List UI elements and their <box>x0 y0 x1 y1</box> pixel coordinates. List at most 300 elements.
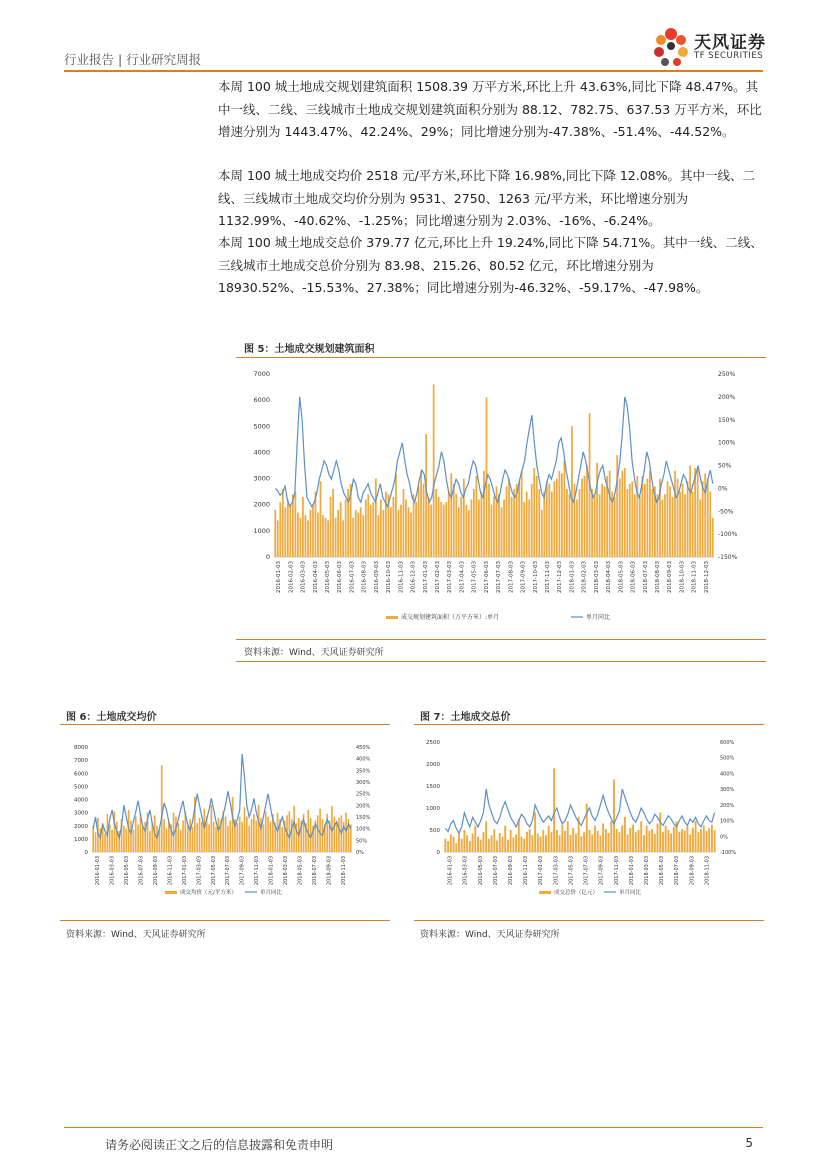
data-bar <box>466 835 468 852</box>
data-bar <box>491 505 493 557</box>
y-right-tick-label: 300% <box>356 780 371 786</box>
data-bar <box>684 494 686 557</box>
x-tick-label: 2017-01-03 <box>538 856 545 886</box>
data-bar <box>662 832 664 852</box>
y-left-tick-label: 5000 <box>74 784 88 791</box>
y-left-tick-label: 2000 <box>74 823 88 830</box>
data-bar <box>566 489 568 557</box>
x-tick-label: 2016-07-03 <box>138 856 145 886</box>
data-bar <box>196 823 198 852</box>
data-bar <box>493 829 495 852</box>
y-left-tick-label: 6000 <box>74 771 88 778</box>
y-left-tick-label: 2500 <box>426 740 440 746</box>
data-bar <box>702 481 704 557</box>
data-bar <box>641 476 643 557</box>
x-tick-label: 2017-07-03 <box>496 561 503 593</box>
data-bar <box>473 489 475 557</box>
data-bar <box>453 484 455 557</box>
data-bar <box>317 513 319 557</box>
y-left-tick-label: 4000 <box>253 448 270 457</box>
x-tick-label: 2017-06-03 <box>483 561 490 593</box>
data-bar <box>478 499 480 557</box>
data-bar <box>291 819 293 852</box>
data-bar <box>375 479 377 557</box>
data-bar <box>425 434 427 557</box>
data-bar <box>463 830 465 852</box>
y-left-tick-label: 0 <box>265 553 270 561</box>
data-bar <box>621 471 623 557</box>
data-bar <box>332 489 334 557</box>
data-bar <box>591 489 593 557</box>
data-bar <box>589 830 591 852</box>
data-bar <box>327 520 329 557</box>
data-bar <box>672 497 674 557</box>
data-bar <box>651 829 653 852</box>
data-bar <box>677 479 679 557</box>
y-left-tick-label: 4000 <box>74 797 88 804</box>
data-bar <box>605 829 607 852</box>
data-bar <box>681 829 683 852</box>
data-bar <box>293 806 295 852</box>
data-bar <box>541 510 543 557</box>
data-bar <box>546 481 548 557</box>
data-bar <box>104 834 106 852</box>
data-bar <box>444 839 446 852</box>
data-bar <box>203 809 205 852</box>
data-bar <box>111 830 113 852</box>
x-tick-label: 2018-11-03 <box>691 561 698 593</box>
x-tick-label: 2017-11-03 <box>613 856 620 886</box>
data-bar <box>244 807 246 852</box>
data-bar <box>591 834 593 852</box>
data-bar <box>395 473 397 557</box>
data-bar <box>352 518 354 557</box>
data-bar <box>482 832 484 852</box>
y-right-tick-label: 500% <box>720 755 735 762</box>
data-bar <box>518 819 520 852</box>
data-bar <box>665 826 667 852</box>
data-bar <box>201 822 203 852</box>
figure-5-bottom-rule <box>236 639 766 640</box>
data-bar <box>496 486 498 557</box>
data-bar <box>571 426 573 557</box>
data-bar <box>526 832 528 852</box>
data-bar <box>686 826 688 852</box>
data-bar <box>263 824 265 852</box>
data-bar <box>289 811 291 852</box>
y-left-tick-label: 5000 <box>253 422 270 431</box>
data-bar <box>305 515 307 557</box>
data-bar <box>469 841 471 852</box>
data-bar <box>553 481 555 557</box>
x-tick-label: 2018-01-03 <box>628 856 635 886</box>
x-tick-label: 2017-04-03 <box>459 561 466 593</box>
x-tick-label: 2016-11-03 <box>167 856 174 886</box>
figure-7-chart <box>414 732 764 912</box>
data-bar <box>279 502 281 557</box>
x-tick-label: 2017-09-03 <box>598 856 605 886</box>
x-tick-label: 2017-05-03 <box>210 856 217 886</box>
data-bar <box>501 507 503 557</box>
x-tick-label: 2018-07-03 <box>642 561 649 593</box>
data-bar <box>330 497 332 557</box>
x-tick-label: 2018-07-03 <box>311 856 318 886</box>
y-right-tick-label: 100% <box>356 826 371 833</box>
x-tick-label: 2016-01-03 <box>95 856 102 886</box>
y-right-tick-label: 200% <box>356 803 371 810</box>
data-bar <box>638 830 640 852</box>
x-tick-label: 2018-05-03 <box>297 856 304 886</box>
data-bar <box>380 499 382 557</box>
data-bar <box>477 837 479 852</box>
y-right-tick-label: 150% <box>356 815 371 821</box>
x-tick-label: 2017-11-03 <box>545 561 551 593</box>
data-bar <box>360 507 362 557</box>
x-tick-label: 2018-09-03 <box>667 561 674 593</box>
data-bar <box>382 510 384 557</box>
data-bar <box>312 505 314 557</box>
data-bar <box>458 507 460 557</box>
data-bar <box>599 836 601 852</box>
x-tick-label: 2018-05-03 <box>659 856 666 886</box>
data-bar <box>599 494 601 557</box>
data-bar <box>613 779 615 852</box>
data-bar <box>461 839 463 852</box>
data-bar <box>513 489 515 557</box>
data-bar <box>463 479 465 557</box>
data-bar <box>581 479 583 557</box>
data-bar <box>610 821 612 852</box>
data-bar <box>274 510 276 557</box>
paragraph-total-price: 本周 100 城土地成交总价 379.77 亿元,环比上升 19.24%,同比下降 54.71%。其中一线、二线、三线城市土地成交总价分别为 83.98、215.26、80.52 亿元，环比增速分别为 18930.52%、-15.53%、27.38%；同比增速分别为-46.32%、-59.17%、-47.98%。 <box>218 235 763 295</box>
data-bar <box>548 484 550 557</box>
x-tick-label: 2016-09-03 <box>373 561 380 593</box>
y-left-tick-label: 6000 <box>253 396 270 405</box>
data-bar <box>370 505 372 557</box>
data-bar <box>569 494 571 557</box>
x-tick-label: 2017-08-03 <box>508 561 515 593</box>
y-right-tick-label: -150% <box>718 554 738 561</box>
data-bar <box>697 832 699 852</box>
data-bar <box>175 817 177 852</box>
y-left-tick-label: 1000 <box>426 806 440 812</box>
data-bar <box>679 492 681 557</box>
data-bar <box>700 829 702 852</box>
y-right-tick-label: 200% <box>718 393 736 401</box>
data-bar <box>320 481 322 557</box>
y-right-tick-label: 50% <box>356 838 368 845</box>
data-bar <box>420 471 422 557</box>
paragraph-average-price: 本周 100 城土地成交均价 2518 元/平方米,环比下降 16.98%,同比下降 12.08%。其中一线、二线、三线城市土地成交均价分别为 9531、2750、1263 元/平方米，环比增速分别为 1132.99%、-40.62%、-1.25%；同比增速分别为 2.03%、-16%、-6.24%。 <box>218 168 755 228</box>
data-bar <box>608 833 610 852</box>
data-bar <box>149 831 151 852</box>
figure-5-top-rule <box>236 357 766 358</box>
data-bar <box>199 818 201 852</box>
data-bar <box>604 486 606 557</box>
x-tick-label: 2018-10-03 <box>679 561 686 593</box>
data-bar <box>251 819 253 852</box>
data-bar <box>515 834 517 852</box>
data-bar <box>614 497 616 557</box>
data-bar <box>523 502 525 557</box>
data-bar <box>703 826 705 852</box>
data-bar <box>491 835 493 852</box>
data-bar <box>654 834 656 852</box>
x-tick-label: 2016-01-03 <box>276 561 283 593</box>
data-bar <box>564 460 566 557</box>
data-bar <box>485 821 487 852</box>
data-bar <box>564 831 566 852</box>
figure-5-title: 图 5：土地成交规划建筑面积 <box>244 344 375 355</box>
data-bar <box>689 834 691 852</box>
legend-bar-label: 成交均价（元/平方米） <box>180 890 237 896</box>
data-bar <box>137 824 139 852</box>
y-right-tick-label: 250% <box>356 791 371 798</box>
x-tick-label: 2016-01-03 <box>447 856 454 886</box>
data-bar <box>237 823 239 852</box>
data-bar <box>632 825 634 852</box>
x-tick-label: 2018-05-03 <box>618 561 625 593</box>
y-right-tick-label: 250% <box>718 371 736 378</box>
data-bar <box>408 507 410 557</box>
data-bar <box>213 822 215 852</box>
y-right-tick-label: 100% <box>718 439 736 447</box>
legend-bar-label: 成交总价（亿元） <box>554 890 599 896</box>
data-bar <box>232 797 234 852</box>
data-bar <box>393 497 395 557</box>
y-left-tick-label: 500 <box>429 828 440 834</box>
data-bar <box>646 479 648 557</box>
data-bar <box>227 826 229 852</box>
data-bar <box>594 826 596 852</box>
data-bar <box>161 765 163 852</box>
figure-6-title: 图 6：土地成交均价 <box>66 712 157 723</box>
data-bar <box>483 471 485 557</box>
x-tick-label: 2016-09-03 <box>508 856 514 886</box>
data-bar <box>496 841 498 852</box>
data-bar <box>357 513 359 557</box>
data-bar <box>337 510 339 557</box>
data-bar <box>342 520 344 557</box>
data-bar <box>621 826 623 852</box>
data-bar <box>423 484 425 557</box>
x-tick-label: 2017-12-03 <box>557 561 564 593</box>
data-bar <box>281 827 283 852</box>
data-bar <box>502 837 504 852</box>
x-tick-label: 2016-07-03 <box>492 856 499 886</box>
data-bar <box>398 510 400 557</box>
data-bar <box>472 834 474 852</box>
data-bar <box>255 821 257 853</box>
data-bar <box>187 826 189 852</box>
legend-bar-swatch <box>386 616 398 619</box>
footer-rule <box>64 1127 763 1128</box>
data-bar <box>708 828 710 852</box>
data-bar <box>488 839 490 852</box>
data-bar <box>553 768 555 852</box>
data-bar <box>333 817 335 852</box>
data-bar <box>488 484 490 557</box>
data-bar <box>430 505 432 557</box>
data-bar <box>445 502 447 557</box>
x-tick-label: 2017-07-03 <box>225 856 232 886</box>
y-right-tick-label: 400% <box>356 756 371 763</box>
data-bar <box>211 805 213 852</box>
data-bar <box>292 494 294 557</box>
data-bar <box>523 839 525 852</box>
x-tick-label: 2017-07-03 <box>583 856 590 886</box>
figure-5-source: 资料来源：Wind、天风证券研究所 <box>244 648 384 658</box>
x-tick-label: 2017-10-03 <box>532 561 539 593</box>
figure-7-bottom-rule <box>414 920 764 921</box>
data-bar <box>218 818 220 852</box>
data-bar <box>619 479 621 557</box>
data-bar <box>297 513 299 557</box>
data-bar <box>550 832 552 852</box>
x-tick-label: 2016-06-03 <box>337 561 344 593</box>
data-bar <box>545 835 547 852</box>
data-bar <box>542 830 544 852</box>
data-bar <box>659 812 661 852</box>
x-tick-label: 2018-11-03 <box>704 856 711 886</box>
data-bar <box>594 494 596 557</box>
report-category: 行业报告 | 行业研究周报 <box>64 52 202 67</box>
data-bar <box>322 515 324 557</box>
x-tick-label: 2016-05-03 <box>477 856 484 886</box>
data-bar <box>576 499 578 557</box>
data-bar <box>667 481 669 557</box>
data-bar <box>277 520 279 557</box>
x-tick-label: 2017-01-03 <box>181 856 188 886</box>
data-bar <box>474 826 476 852</box>
data-bar <box>640 821 642 852</box>
data-bar <box>538 489 540 557</box>
y-left-tick-label: 3000 <box>253 474 270 483</box>
data-bar <box>400 505 402 557</box>
figure-6-chart <box>60 732 390 912</box>
data-bar <box>180 830 182 852</box>
x-tick-label: 2017-03-03 <box>447 561 454 593</box>
data-bar <box>503 499 505 557</box>
data-bar <box>166 828 168 852</box>
page-number: 5 <box>745 1136 753 1150</box>
y-right-tick-label: 0% <box>718 485 728 493</box>
data-bar <box>528 499 530 557</box>
data-bar <box>433 384 435 557</box>
figure-6-top-rule <box>60 724 390 725</box>
data-bar <box>345 499 347 557</box>
disclaimer-notice: 请务必阅读正文之后的信息披露和免责申明 <box>105 1138 334 1152</box>
data-bar <box>325 518 327 557</box>
data-bar <box>225 817 227 852</box>
data-bar <box>504 826 506 852</box>
header-rule <box>64 70 763 72</box>
data-bar <box>499 833 501 852</box>
data-bar <box>510 830 512 852</box>
data-bar <box>287 499 289 557</box>
data-bar <box>643 835 645 852</box>
figure-6-source: 资料来源：Wind、天风证券研究所 <box>66 930 206 940</box>
data-bar <box>687 481 689 557</box>
data-bar <box>579 489 581 557</box>
data-bar <box>189 819 191 852</box>
data-bar <box>133 830 135 852</box>
x-tick-label: 2016-12-03 <box>410 561 417 593</box>
y-right-tick-label: 150% <box>718 416 736 424</box>
data-bar <box>529 829 531 852</box>
data-bar <box>534 812 536 852</box>
data-bar <box>662 499 664 557</box>
data-bar <box>125 828 127 852</box>
data-bar <box>450 473 452 557</box>
data-bar <box>455 494 457 557</box>
x-tick-label: 2018-09-03 <box>326 856 333 886</box>
data-bar <box>584 476 586 557</box>
figure-5-end-rule <box>236 661 766 662</box>
data-bar <box>365 499 367 557</box>
y-left-tick-label: 2000 <box>253 500 270 509</box>
data-bar <box>506 486 508 557</box>
data-bar <box>239 817 241 852</box>
x-tick-label: 2018-04-03 <box>606 561 613 593</box>
data-bar <box>192 827 194 852</box>
x-tick-label: 2016-09-03 <box>153 856 159 886</box>
data-bar <box>142 827 144 852</box>
data-bar <box>711 825 713 852</box>
y-right-tick-label: 100% <box>720 818 735 825</box>
data-bar <box>265 811 267 852</box>
data-bar <box>410 513 412 557</box>
x-tick-label: 2017-03-03 <box>553 856 560 886</box>
data-bar <box>300 518 302 557</box>
data-bar <box>575 834 577 852</box>
data-bar <box>580 836 582 852</box>
data-bar <box>182 821 184 853</box>
data-bar <box>664 494 666 557</box>
data-bar <box>460 497 462 557</box>
data-bar <box>646 826 648 852</box>
data-bar <box>631 481 633 557</box>
figure-7-top-rule <box>414 724 764 725</box>
data-bar <box>624 817 626 852</box>
data-bar <box>246 817 248 852</box>
x-tick-label: 2017-02-03 <box>435 561 441 593</box>
data-bar <box>135 817 137 852</box>
y-right-tick-label: 350% <box>356 768 371 775</box>
flower-logo-icon <box>650 24 692 70</box>
data-bar <box>556 830 558 852</box>
data-bar <box>597 831 599 852</box>
data-bar <box>627 834 629 852</box>
data-bar <box>355 510 357 557</box>
data-bar <box>418 486 420 557</box>
data-bar <box>319 809 321 852</box>
x-tick-label: 2016-11-03 <box>398 561 405 593</box>
legend-bar-swatch <box>165 891 177 894</box>
data-bar <box>567 821 569 852</box>
data-bar <box>508 479 510 557</box>
data-bar <box>635 832 637 852</box>
data-bar <box>109 824 111 852</box>
data-bar <box>697 468 699 557</box>
legend-line-label: 单月同比 <box>586 614 611 621</box>
data-bar <box>455 843 457 852</box>
data-bar <box>443 505 445 557</box>
data-bar <box>586 466 588 558</box>
data-bar <box>670 834 672 852</box>
data-bar <box>533 468 535 557</box>
x-tick-label: 2016-07-03 <box>349 561 356 593</box>
